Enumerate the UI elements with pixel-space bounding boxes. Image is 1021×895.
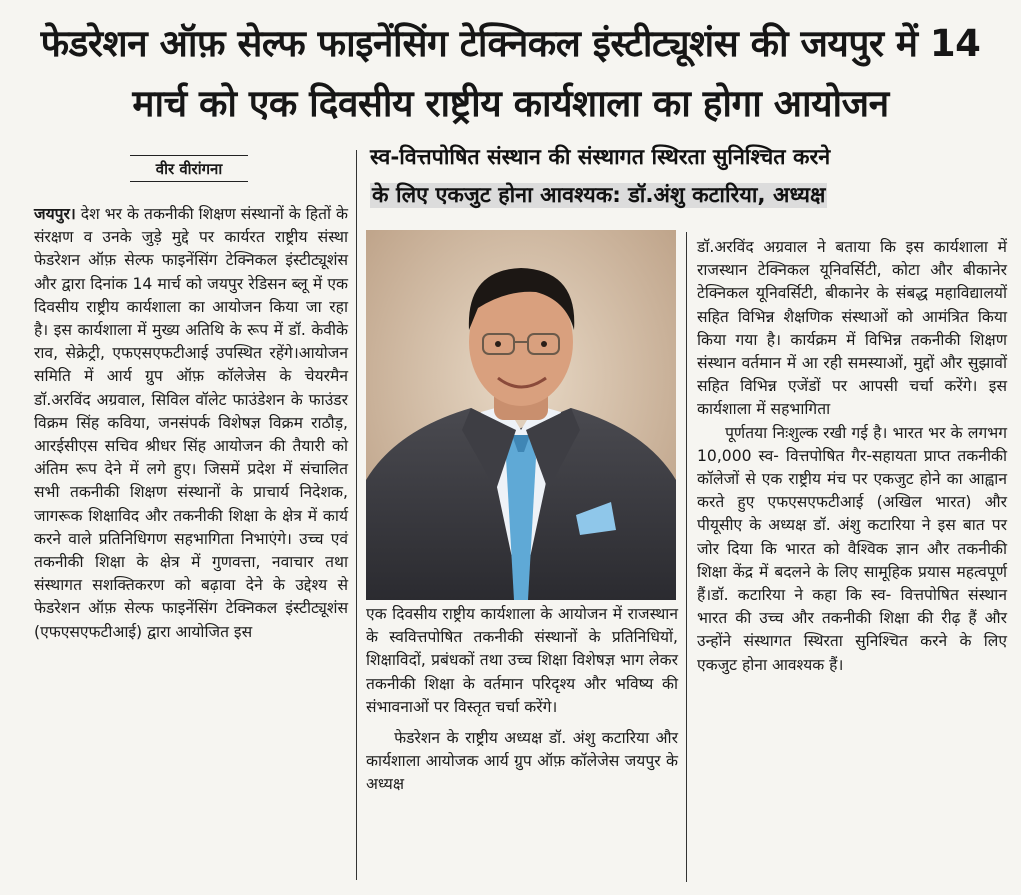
article-paragraph: एक दिवसीय राष्ट्रीय कार्यशाला के आयोजन में राजस्थान के स्ववित्तपोषित तकनीकी संस्थानों के प्रतिनिधियों, शिक्षाविदों, प्रबंधकों तथा उच्च शिक्षा विशेषज्ञ भाग लेकर तकनीकी शिक्षा के वर्तमान परिदृश्य और भविष्य की संभावनाओं पर विस्तृत चर्चा करेंगे। [366, 605, 678, 716]
byline: वीर वीरांगना [130, 155, 248, 182]
article-paragraph: डॉ.अरविंद अग्रवाल ने बताया कि इस कार्यशाला में राजस्थान टेक्निकल यूनिवर्सिटी, कोटा और बीकानेर टेक्निकल यूनिवर्सिटी, बीकानेर के संबद्ध महाविद्यालयों सहित विभिन्न शैक्षणिक संस्थाओं को आमंत्रित किया किया गया है। कार्यक्रम में विभिन्न तकनीकी शिक्षण संस्थान वर्तमान में आ रही समस्याओं, मुद्दों और सुझावों सहित विभिन्न एजेंडों पर आपसी चर्चा करेंगे। इस कार्यशाला में सहभागिता [697, 238, 1007, 419]
subheadline [370, 139, 1006, 215]
column-divider-left [356, 150, 357, 880]
column-divider-right [686, 232, 687, 882]
article-paragraph: पूर्णतया निःशुल्क रखी गई है। भारत भर के लगभग 10,000 स्व- वित्तपोषित गैर-सहायता प्राप्त तकनीकी कॉलेजों से एक राष्ट्रीय मंच पर एकजुट होने का आह्वान करते हुए एफएसएफटीआई (अखिल भारत) और पीयूसीए के अध्यक्ष डॉ. अंशु कटारिया ने इस बात पर जोर दिया कि भारत को वैश्विक ज्ञान और तकनीकी शिक्षा केंद्र में बदलने के लिए सामूहिक प्रयास महत्वपूर्ण हैं।डॉ. कटारिया ने कहा कि स्व- वित्तपोषित संस्थान भारत की उच्च और तकनीकी शिक्षा की रीढ़ हैं और उन्होंने संस्थागत स्थिरता सुनिश्चित करने के लिए एकजुट होना आवश्यक हैं। [697, 423, 1007, 674]
portrait-photo-icon [366, 230, 676, 600]
dateline: जयपुर। [34, 205, 76, 223]
article-paragraph: फेडरेशन के राष्ट्रीय अध्यक्ष डॉ. अंशु कटारिया और कार्यशाला आयोजक आर्य ग्रुप ऑफ़ कॉलेजेस जयपुर के अध्यक्ष [366, 729, 678, 794]
article-column-1 [34, 203, 348, 644]
article-column-2 [366, 603, 678, 797]
headline: फेडरेशन ऑफ़ सेल्फ फाइनेंसिंग टेक्निकल इंस्टीट्यूशंस की जयपुर में 14 मार्च को एक दिवसीय राष्ट्रीय कार्यशाला का होगा आयोजन [40, 22, 981, 125]
subheadline-line2: के लिए एकजुट होना आवश्यक: डॉ.अंशु कटारिया, अध्यक्ष [372, 183, 826, 208]
portrait-photo [366, 230, 676, 600]
subheadline-line1: स्व-वित्तपोषित संस्थान की संस्थागत स्थिरता सुनिश्चित करने [370, 145, 831, 170]
article-column-3 [697, 236, 1007, 677]
article-paragraph [34, 203, 348, 644]
paragraph-text: देश भर के तकनीकी शिक्षण संस्थानों के हितों के संरक्षण व उनके जुड़े मुद्दे पर कार्यरत राष्ट्रीय संस्था फेडरेशन ऑफ़ सेल्फ फाइनेंसिंग टेक्निकल इंस्टीट्यूशंस और द्वारा दिनांक 14 मार्च को जयपुर रेडिसन ब्लू में एक दिवसीय राष्ट्रीय कार्यशाला का आयोजन किया जा रहा है। इस कार्यशाला में मुख्य अतिथि के रूप में डॉ. केवीके राव, सेक्रेट्री, एफएसएफटीआई उपस्थित रहेंगे।आयोजन समिति में आर्य ग्रुप ऑफ़ कॉलेजेस के चेयरमैन डॉ.अरविंद अग्रवाल, सिविल वॉलेट फाउंडेशन के फाउंडर विक्रम सिंह कविया, जनसंपर्क विशेषज्ञ विक्रम राठौड़, आरईसीएस सचिव श्रीधर सिंह आयोजन की तैयारी को अंतिम रूप देने में लगे हुए। जिसमें प्रदेश में संचालित सभी तकनीकी शिक्षण संस्थानों के प्राचार्य निदेशक, जागरूक शिक्षाविद और तकनीकी शिक्षा के क्षेत्र में कार्य करने वाले प्रतिनिधिगण सहभागिता निभाएंगे। उच्च एवं तकनीकी शिक्षा के क्षेत्र में गुणवत्ता, नवाचार तथा संस्थागत सशक्तिकरण को बढ़ावा देने के उद्देश्य से फेडरेशन ऑफ़ सेल्फ फाइनेंसिंग टेक्निकल इंस्टीट्यूशंस (एफएसएफटीआई) द्वारा आयोजित इस [34, 205, 348, 641]
